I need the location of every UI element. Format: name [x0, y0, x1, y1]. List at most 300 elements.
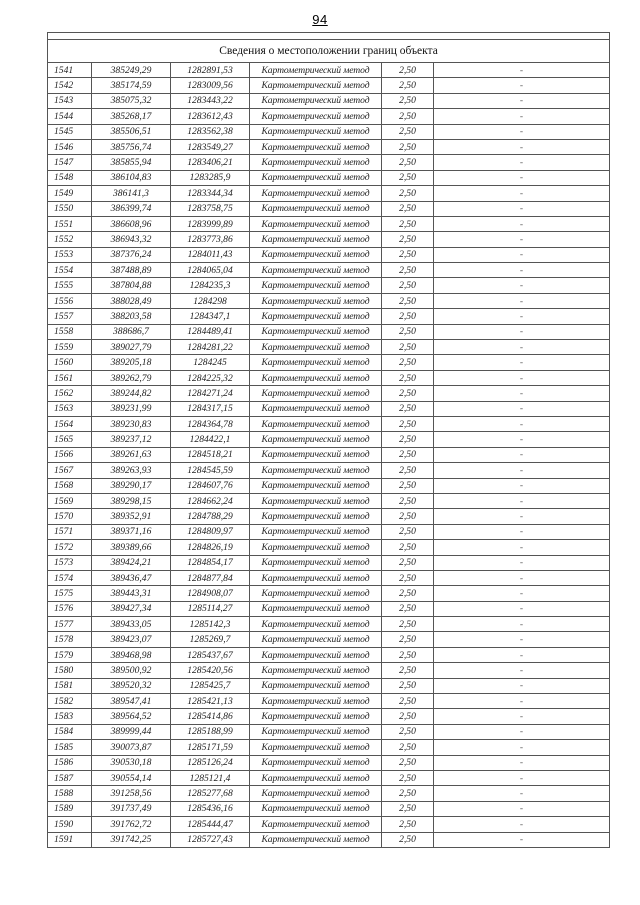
table-row [48, 463, 610, 478]
cell-coord-x: 385506,51 [92, 124, 171, 139]
cell-coord-x: 385756,74 [92, 139, 171, 154]
cell-method: Картометрический метод [250, 632, 382, 647]
cell-method: Картометрический метод [250, 293, 382, 308]
cell-coord-y: 1284422,1 [171, 432, 250, 447]
table-row [48, 632, 610, 647]
table-row [48, 186, 610, 201]
cell-coord-x: 386943,32 [92, 232, 171, 247]
cell-coord-y: 1283999,89 [171, 216, 250, 231]
cell-description: - [434, 586, 610, 601]
cell-coord-y: 1285727,43 [171, 832, 250, 847]
cell-point-number: 1548 [48, 170, 92, 185]
cell-method: Картометрический метод [250, 170, 382, 185]
cell-accuracy: 2,50 [382, 786, 434, 801]
cell-description: - [434, 647, 610, 662]
cell-accuracy: 2,50 [382, 709, 434, 724]
cell-method: Картометрический метод [250, 617, 382, 632]
cell-point-number: 1586 [48, 755, 92, 770]
cell-method: Картометрический метод [250, 139, 382, 154]
cell-coord-y: 1284489,41 [171, 324, 250, 339]
cell-coord-x: 391258,56 [92, 786, 171, 801]
table-row [48, 786, 610, 801]
cell-description: - [434, 786, 610, 801]
cell-coord-y: 1282891,53 [171, 63, 250, 78]
table-row [48, 324, 610, 339]
cell-accuracy: 2,50 [382, 355, 434, 370]
table-row [48, 770, 610, 785]
cell-method: Картометрический метод [250, 570, 382, 585]
cell-method: Картометрический метод [250, 78, 382, 93]
cell-coord-x: 386104,83 [92, 170, 171, 185]
cell-coord-x: 389424,21 [92, 555, 171, 570]
table-row [48, 263, 610, 278]
cell-accuracy: 2,50 [382, 247, 434, 262]
cell-point-number: 1556 [48, 293, 92, 308]
cell-coord-y: 1284607,76 [171, 478, 250, 493]
cell-accuracy: 2,50 [382, 416, 434, 431]
cell-accuracy: 2,50 [382, 755, 434, 770]
cell-description: - [434, 216, 610, 231]
table-row [48, 93, 610, 108]
table-row [48, 201, 610, 216]
table-row [48, 647, 610, 662]
cell-coord-y: 1283344,34 [171, 186, 250, 201]
cell-point-number: 1572 [48, 540, 92, 555]
cell-description: - [434, 770, 610, 785]
cell-description: - [434, 724, 610, 739]
cell-description: - [434, 709, 610, 724]
cell-method: Картометрический метод [250, 740, 382, 755]
cell-coord-x: 391762,72 [92, 817, 171, 832]
table-row [48, 586, 610, 601]
cell-accuracy: 2,50 [382, 540, 434, 555]
cell-point-number: 1590 [48, 817, 92, 832]
cell-coord-y: 1284245 [171, 355, 250, 370]
cell-description: - [434, 447, 610, 462]
cell-point-number: 1573 [48, 555, 92, 570]
cell-coord-x: 389230,83 [92, 416, 171, 431]
cell-coord-x: 389352,91 [92, 509, 171, 524]
cell-method: Картометрический метод [250, 340, 382, 355]
cell-point-number: 1567 [48, 463, 92, 478]
table-row [48, 617, 610, 632]
cell-point-number: 1568 [48, 478, 92, 493]
cell-point-number: 1571 [48, 524, 92, 539]
cell-description: - [434, 540, 610, 555]
cell-coord-x: 391737,49 [92, 801, 171, 816]
cell-coord-x: 389298,15 [92, 493, 171, 508]
cell-method: Картометрический метод [250, 493, 382, 508]
cell-coord-y: 1285420,56 [171, 663, 250, 678]
cell-description: - [434, 324, 610, 339]
cell-coord-x: 389231,99 [92, 401, 171, 416]
cell-coord-y: 1284662,24 [171, 493, 250, 508]
cell-accuracy: 2,50 [382, 370, 434, 385]
table-row [48, 247, 610, 262]
cell-coord-y: 1285277,68 [171, 786, 250, 801]
cell-coord-x: 389423,07 [92, 632, 171, 647]
cell-point-number: 1542 [48, 78, 92, 93]
cell-coord-x: 389244,82 [92, 386, 171, 401]
boundary-table [47, 32, 610, 848]
cell-description: - [434, 432, 610, 447]
cell-accuracy: 2,50 [382, 463, 434, 478]
cell-coord-y: 1284298 [171, 293, 250, 308]
cell-method: Картометрический метод [250, 309, 382, 324]
cell-point-number: 1565 [48, 432, 92, 447]
cell-coord-x: 389262,79 [92, 370, 171, 385]
cell-accuracy: 2,50 [382, 447, 434, 462]
cell-description: - [434, 509, 610, 524]
cell-coord-y: 1285421,13 [171, 694, 250, 709]
cell-accuracy: 2,50 [382, 617, 434, 632]
table-row [48, 509, 610, 524]
cell-coord-y: 1284317,15 [171, 401, 250, 416]
cell-method: Картометрический метод [250, 247, 382, 262]
cell-coord-x: 390554,14 [92, 770, 171, 785]
cell-method: Картометрический метод [250, 416, 382, 431]
cell-accuracy: 2,50 [382, 170, 434, 185]
cell-description: - [434, 386, 610, 401]
cell-coord-x: 389433,05 [92, 617, 171, 632]
cell-point-number: 1544 [48, 109, 92, 124]
cell-method: Картометрический метод [250, 601, 382, 616]
cell-description: - [434, 694, 610, 709]
cell-coord-y: 1284281,22 [171, 340, 250, 355]
cell-method: Картометрический метод [250, 509, 382, 524]
cell-accuracy: 2,50 [382, 263, 434, 278]
table-row [48, 124, 610, 139]
cell-point-number: 1561 [48, 370, 92, 385]
cell-method: Картометрический метод [250, 801, 382, 816]
cell-point-number: 1557 [48, 309, 92, 324]
cell-coord-x: 389290,17 [92, 478, 171, 493]
table-row [48, 801, 610, 816]
cell-method: Картометрический метод [250, 324, 382, 339]
cell-accuracy: 2,50 [382, 78, 434, 93]
cell-point-number: 1588 [48, 786, 92, 801]
cell-accuracy: 2,50 [382, 555, 434, 570]
cell-description: - [434, 278, 610, 293]
cell-coord-y: 1284235,3 [171, 278, 250, 293]
cell-coord-y: 1285126,24 [171, 755, 250, 770]
cell-coord-x: 389027,79 [92, 340, 171, 355]
cell-description: - [434, 232, 610, 247]
cell-coord-x: 385268,17 [92, 109, 171, 124]
cell-description: - [434, 109, 610, 124]
cell-coord-x: 385174,59 [92, 78, 171, 93]
cell-description: - [434, 263, 610, 278]
cell-coord-y: 1285425,7 [171, 678, 250, 693]
table-header [48, 40, 610, 63]
cell-description: - [434, 63, 610, 78]
cell-accuracy: 2,50 [382, 401, 434, 416]
cell-coord-y: 1283009,56 [171, 78, 250, 93]
cell-coord-x: 389389,66 [92, 540, 171, 555]
cell-coord-y: 1285171,59 [171, 740, 250, 755]
table-row [48, 478, 610, 493]
cell-description: - [434, 832, 610, 847]
cell-accuracy: 2,50 [382, 216, 434, 231]
cell-description: - [434, 93, 610, 108]
table-row [48, 355, 610, 370]
cell-point-number: 1554 [48, 263, 92, 278]
cell-coord-y: 1284011,43 [171, 247, 250, 262]
cell-accuracy: 2,50 [382, 647, 434, 662]
table-title: Сведения о местоположении границ объекта [48, 40, 610, 63]
cell-coord-x: 386141,3 [92, 186, 171, 201]
table-row [48, 416, 610, 431]
page-number: 94 [312, 12, 328, 27]
table-row [48, 340, 610, 355]
table-row [48, 724, 610, 739]
cell-coord-y: 1284271,24 [171, 386, 250, 401]
table-row [48, 832, 610, 847]
cell-coord-x: 389261,63 [92, 447, 171, 462]
cell-description: - [434, 124, 610, 139]
table-row [48, 293, 610, 308]
cell-coord-y: 1285121,4 [171, 770, 250, 785]
cell-description: - [434, 401, 610, 416]
cell-coord-x: 385075,32 [92, 93, 171, 108]
cell-coord-y: 1283758,75 [171, 201, 250, 216]
cell-coord-x: 385249,29 [92, 63, 171, 78]
cell-point-number: 1578 [48, 632, 92, 647]
cell-coord-y: 1284826,19 [171, 540, 250, 555]
cell-point-number: 1558 [48, 324, 92, 339]
cell-coord-y: 1284908,07 [171, 586, 250, 601]
cell-description: - [434, 78, 610, 93]
table-row [48, 694, 610, 709]
cell-coord-y: 1284854,17 [171, 555, 250, 570]
cell-method: Картометрический метод [250, 724, 382, 739]
cell-method: Картометрический метод [250, 201, 382, 216]
cell-description: - [434, 340, 610, 355]
cell-coord-y: 1283285,9 [171, 170, 250, 185]
cell-method: Картометрический метод [250, 524, 382, 539]
cell-method: Картометрический метод [250, 186, 382, 201]
cell-point-number: 1543 [48, 93, 92, 108]
cell-method: Картометрический метод [250, 663, 382, 678]
table-row [48, 386, 610, 401]
table-row [48, 755, 610, 770]
table-row [48, 170, 610, 185]
cell-description: - [434, 740, 610, 755]
cell-description: - [434, 617, 610, 632]
cell-point-number: 1570 [48, 509, 92, 524]
cell-method: Картометрический метод [250, 694, 382, 709]
cell-coord-x: 389999,44 [92, 724, 171, 739]
cell-accuracy: 2,50 [382, 817, 434, 832]
table-row [48, 447, 610, 462]
cell-method: Картометрический метод [250, 540, 382, 555]
cell-coord-x: 387376,24 [92, 247, 171, 262]
cell-coord-x: 388686,7 [92, 324, 171, 339]
cell-method: Картометрический метод [250, 678, 382, 693]
cell-accuracy: 2,50 [382, 509, 434, 524]
cell-accuracy: 2,50 [382, 201, 434, 216]
table-row [48, 524, 610, 539]
cell-method: Картометрический метод [250, 709, 382, 724]
cell-method: Картометрический метод [250, 278, 382, 293]
cell-accuracy: 2,50 [382, 740, 434, 755]
cell-accuracy: 2,50 [382, 801, 434, 816]
cell-method: Картометрический метод [250, 817, 382, 832]
cell-point-number: 1547 [48, 155, 92, 170]
table-row [48, 493, 610, 508]
table-row [48, 540, 610, 555]
cell-point-number: 1577 [48, 617, 92, 632]
cell-accuracy: 2,50 [382, 139, 434, 154]
cell-coord-x: 389263,93 [92, 463, 171, 478]
cell-description: - [434, 155, 610, 170]
cell-coord-y: 1283549,27 [171, 139, 250, 154]
cell-accuracy: 2,50 [382, 586, 434, 601]
cell-accuracy: 2,50 [382, 386, 434, 401]
cell-accuracy: 2,50 [382, 155, 434, 170]
table-row [48, 232, 610, 247]
cell-point-number: 1562 [48, 386, 92, 401]
cell-accuracy: 2,50 [382, 340, 434, 355]
cell-point-number: 1552 [48, 232, 92, 247]
cell-coord-x: 387488,89 [92, 263, 171, 278]
table-row [48, 401, 610, 416]
cell-accuracy: 2,50 [382, 632, 434, 647]
cell-point-number: 1549 [48, 186, 92, 201]
cell-method: Картометрический метод [250, 432, 382, 447]
cell-description: - [434, 370, 610, 385]
cell-point-number: 1584 [48, 724, 92, 739]
cell-point-number: 1589 [48, 801, 92, 816]
cell-accuracy: 2,50 [382, 293, 434, 308]
cell-coord-y: 1283562,38 [171, 124, 250, 139]
cell-accuracy: 2,50 [382, 278, 434, 293]
cell-point-number: 1575 [48, 586, 92, 601]
cell-method: Картометрический метод [250, 386, 382, 401]
cell-coord-y: 1283612,43 [171, 109, 250, 124]
cell-coord-x: 389436,47 [92, 570, 171, 585]
table-row [48, 709, 610, 724]
cell-method: Картометрический метод [250, 401, 382, 416]
cell-coord-y: 1285414,86 [171, 709, 250, 724]
cell-coord-x: 390530,18 [92, 755, 171, 770]
cell-accuracy: 2,50 [382, 478, 434, 493]
cell-accuracy: 2,50 [382, 832, 434, 847]
cell-coord-x: 389427,34 [92, 601, 171, 616]
cell-method: Картометрический метод [250, 463, 382, 478]
cell-description: - [434, 355, 610, 370]
cell-method: Картометрический метод [250, 370, 382, 385]
cell-point-number: 1553 [48, 247, 92, 262]
cell-point-number: 1566 [48, 447, 92, 462]
cell-description: - [434, 555, 610, 570]
cell-description: - [434, 570, 610, 585]
cell-point-number: 1591 [48, 832, 92, 847]
table-row [48, 216, 610, 231]
cell-coord-y: 1284065,04 [171, 263, 250, 278]
cell-accuracy: 2,50 [382, 232, 434, 247]
cell-point-number: 1551 [48, 216, 92, 231]
table-row [48, 663, 610, 678]
cell-description: - [434, 493, 610, 508]
cell-point-number: 1564 [48, 416, 92, 431]
cell-accuracy: 2,50 [382, 93, 434, 108]
cell-accuracy: 2,50 [382, 432, 434, 447]
cell-coord-y: 1284347,1 [171, 309, 250, 324]
table-row [48, 309, 610, 324]
table-row [48, 601, 610, 616]
cell-coord-x: 388203,58 [92, 309, 171, 324]
cell-coord-x: 388028,49 [92, 293, 171, 308]
cell-description: - [434, 293, 610, 308]
cell-point-number: 1560 [48, 355, 92, 370]
cell-coord-x: 385855,94 [92, 155, 171, 170]
cell-coord-y: 1285188,99 [171, 724, 250, 739]
cell-coord-x: 389500,92 [92, 663, 171, 678]
cell-method: Картометрический метод [250, 647, 382, 662]
cell-method: Картометрический метод [250, 755, 382, 770]
cell-description: - [434, 801, 610, 816]
table-row [48, 817, 610, 832]
cell-description: - [434, 524, 610, 539]
cell-coord-x: 386608,96 [92, 216, 171, 231]
cell-accuracy: 2,50 [382, 663, 434, 678]
cell-description: - [434, 678, 610, 693]
cell-point-number: 1546 [48, 139, 92, 154]
cell-accuracy: 2,50 [382, 493, 434, 508]
cell-coord-x: 389443,31 [92, 586, 171, 601]
cell-method: Картометрический метод [250, 478, 382, 493]
cell-method: Картометрический метод [250, 832, 382, 847]
cell-accuracy: 2,50 [382, 309, 434, 324]
cell-accuracy: 2,50 [382, 570, 434, 585]
table-row [48, 740, 610, 755]
cell-accuracy: 2,50 [382, 186, 434, 201]
cell-point-number: 1580 [48, 663, 92, 678]
cell-coord-x: 389564,52 [92, 709, 171, 724]
cell-description: - [434, 663, 610, 678]
cell-description: - [434, 201, 610, 216]
cell-coord-y: 1284518,21 [171, 447, 250, 462]
cell-coord-y: 1283443,22 [171, 93, 250, 108]
table-row [48, 63, 610, 78]
cell-point-number: 1579 [48, 647, 92, 662]
cell-coord-x: 389205,18 [92, 355, 171, 370]
cell-coord-y: 1284877,84 [171, 570, 250, 585]
cell-coord-y: 1283406,21 [171, 155, 250, 170]
cell-coord-x: 389237,12 [92, 432, 171, 447]
table-row [48, 109, 610, 124]
cell-coord-y: 1284809,97 [171, 524, 250, 539]
cell-coord-y: 1284788,29 [171, 509, 250, 524]
cell-method: Картометрический метод [250, 263, 382, 278]
cell-description: - [434, 186, 610, 201]
cell-description: - [434, 755, 610, 770]
cell-coord-x: 391742,25 [92, 832, 171, 847]
cell-accuracy: 2,50 [382, 324, 434, 339]
cell-description: - [434, 247, 610, 262]
cell-coord-x: 389371,16 [92, 524, 171, 539]
cell-point-number: 1585 [48, 740, 92, 755]
cell-coord-y: 1285444,47 [171, 817, 250, 832]
cell-point-number: 1545 [48, 124, 92, 139]
cell-accuracy: 2,50 [382, 694, 434, 709]
cell-coord-y: 1285269,7 [171, 632, 250, 647]
cell-point-number: 1541 [48, 63, 92, 78]
table-row [48, 432, 610, 447]
table-row [48, 155, 610, 170]
table-row [48, 278, 610, 293]
